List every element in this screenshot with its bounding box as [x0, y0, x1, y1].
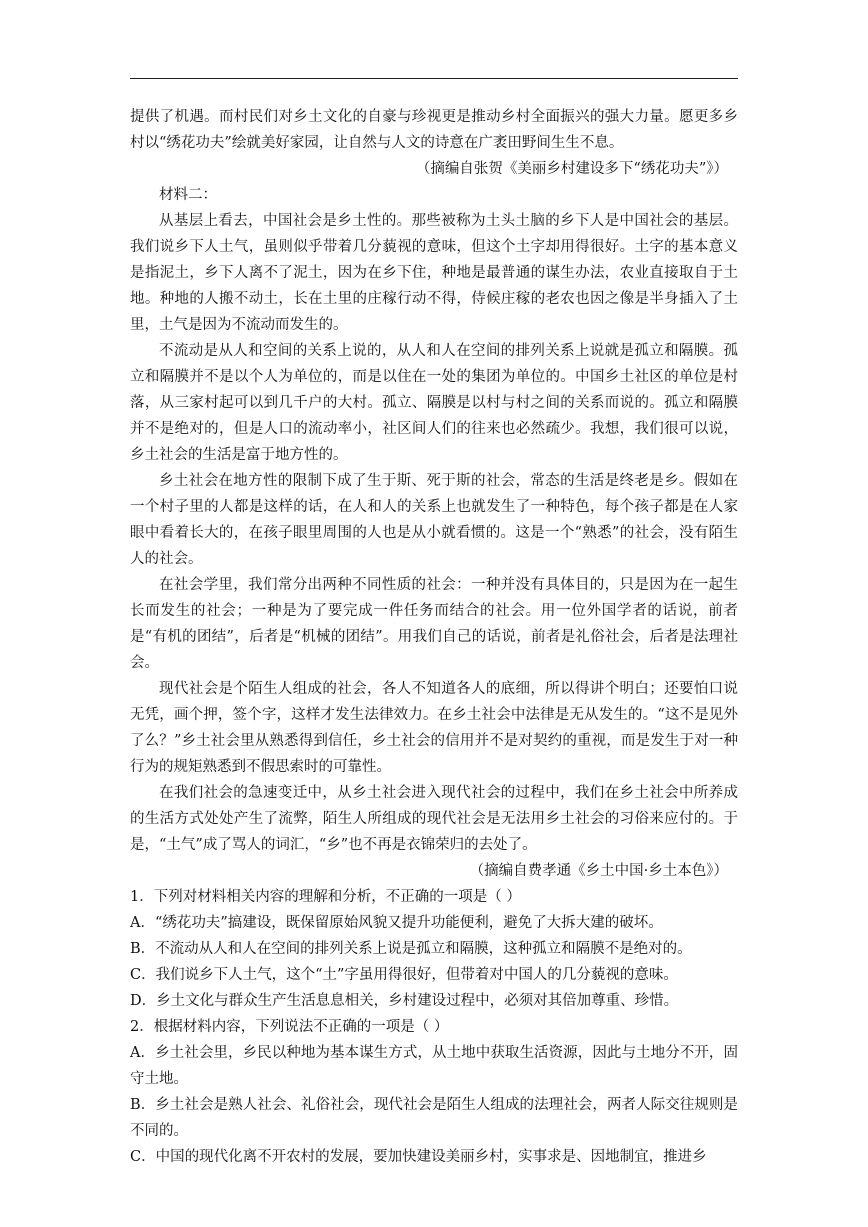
material-2-heading: 材料二：: [159, 187, 217, 203]
source-citation-2: （摘编自费孝通《乡土中国·乡土本色》）: [469, 863, 728, 879]
material-2-paragraph: 在我们社会的急速变迁中，从乡土社会进入现代社会的过程中，我们在乡土社会中所养成的生活方式处处产生了流弊，陌生人所组成的现代社会是无法用乡土社会的习俗来应付的。于是，“土气”成了骂人的词汇，“乡”也不再是衣锦荣归的去处了。: [130, 785, 738, 853]
question-2-option-c: C．中国的现代化离不开农村的发展，要加快建设美丽乡村，实事求是、因地制宜，推进乡: [130, 1149, 707, 1165]
question-2-option-b: B．乡土社会是熟人社会、礼俗社会，现代社会是陌生人组成的法理社会，两者人际交往规则是不同的。: [130, 1097, 738, 1139]
material-2-paragraph: 不流动是从人和空间的关系上说的，从人和人在空间的排列关系上说就是孤立和隔膜。孤立和隔膜并不是以个人为单位的，而是以住在一处的集团为单位的。中国乡土社区的单位是村落，从三家村起可以到几千户的大村。孤立、隔膜是以村与村之间的关系而说的。孤立和隔膜并不是绝对的，但是人口的流动率小，社区间人们的往来也必然疏少。我想，我们很可以说，乡土社会的生活是富于地方性的。: [130, 343, 738, 463]
question-1-option-a: A．“绣花功夫”搞建设，既保留原始风貌又提升功能便利，避免了大拆大建的破坏。: [130, 915, 663, 931]
source-citation-1: （摘编自张贺《美丽乡村建设多下“绣花功夫”》）: [415, 161, 728, 177]
question-2-stem: 2．根据材料内容，下列说法不正确的一项是（ ）: [130, 1019, 449, 1035]
material-2-paragraph: 从基层上看去，中国社会是乡土性的。那些被称为土头土脑的乡下人是中国社会的基层。我们说乡下人土气，虽则似乎带着几分藐视的意味，但这个土字却用得很好。土字的基本意义是指泥土，乡下人离不了泥土，因为在乡下住，种地是最普通的谋生办法，农业直接取自于土地。种地的人搬不动土，长在土里的庄稼行动不得，侍候庄稼的老农也因之像是半身插入了土里，土气是因为不流动而发生的。: [130, 213, 738, 333]
document-body: [130, 104, 738, 1170]
intro-paragraph: 提供了机遇。而村民们对乡土文化的自豪与珍视更是推动乡村全面振兴的强大力量。愿更多乡村以“绣花功夫”绘就美好家园，让自然与人文的诗意在广袤田野间生生不息。: [130, 109, 738, 151]
question-1-stem: 1．下列对材料相关内容的理解和分析，不正确的一项是（ ）: [130, 889, 521, 905]
material-2-paragraph: 现代社会是个陌生人组成的社会，各人不知道各人的底细，所以得讲个明白；还要怕口说无凭，画个押，签个字，这样才发生法律效力。在乡土社会中法律是无从发生的。“这不是见外了么？”乡土社会里从熟悉得到信任，乡土社会的信用并不是对契约的重视，而是发生于对一种行为的规矩熟悉到不假思索时的可靠性。: [130, 681, 738, 775]
question-2-option-a: A．乡土社会里，乡民以种地为基本谋生方式，从土地中获取生活资源，因此与土地分不开，固守土地。: [130, 1045, 738, 1087]
question-1-option-b: B．不流动从人和人在空间的排列关系上说是孤立和隔膜，这种孤立和隔膜不是绝对的。: [130, 941, 692, 957]
question-1-option-c: C．我们说乡下人土气，这个“土”字虽用得很好，但带着对中国人的几分藐视的意味。: [130, 967, 678, 983]
material-2-paragraph: 乡土社会在地方性的限制下成了生于斯、死于斯的社会，常态的生活是终老是乡。假如在一个村子里的人都是这样的话，在人和人的关系上也就发生了一种特色，每个孩子都是在人家眼中看着长大的，在孩子眼里周围的人也是从小就看惯的。这是一个“熟悉”的社会，没有陌生人的社会。: [130, 473, 738, 567]
material-2-paragraph: 在社会学里，我们常分出两种不同性质的社会：一种并没有具体目的，只是因为在一起生长而发生的社会；一种是为了要完成一件任务而结合的社会。用一位外国学者的话说，前者是“有机的团结”，后者是“机械的团结”。用我们自己的话说，前者是礼俗社会，后者是法理社会。: [130, 577, 738, 671]
header-rule: [130, 78, 738, 79]
question-1-option-d: D．乡土文化与群众生产生活息息相关，乡村建设过程中，必须对其倍加尊重、珍惜。: [130, 993, 679, 1009]
